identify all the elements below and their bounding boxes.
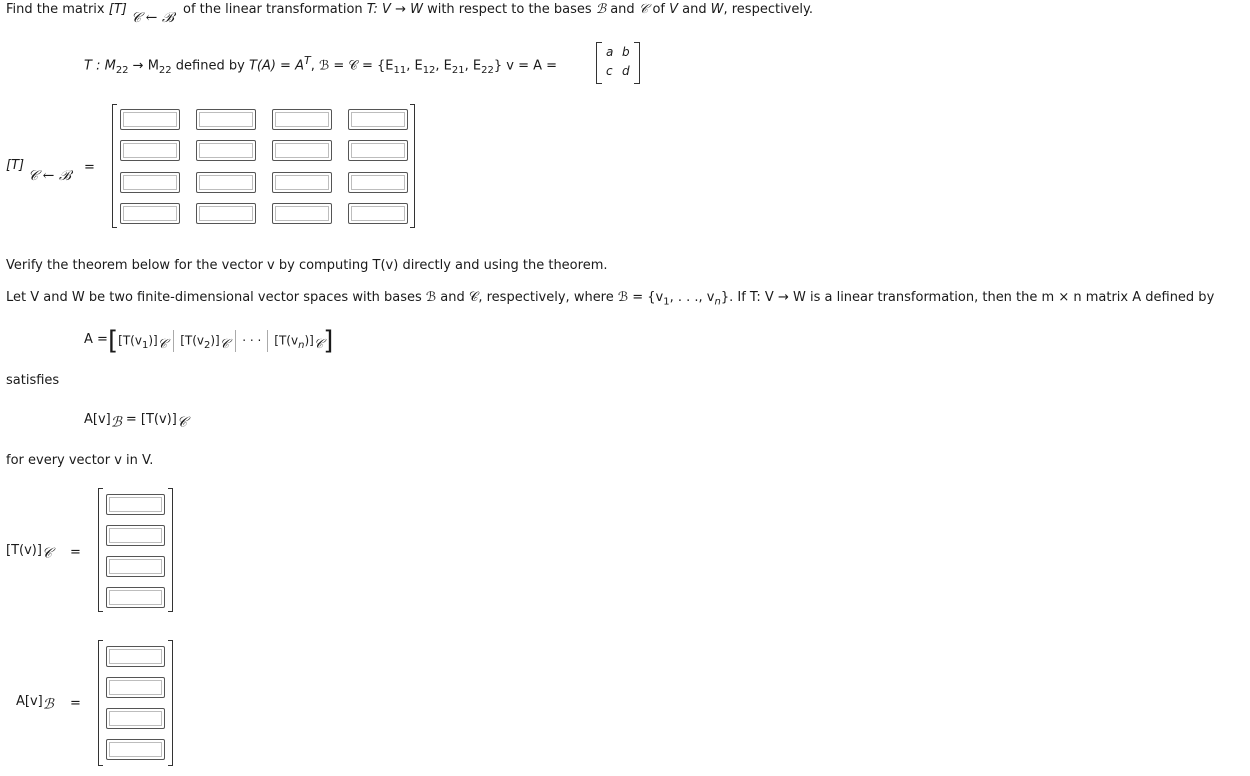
A-eq: A = [84,332,108,347]
coln-sub: n [298,339,305,351]
col1: [T(v [118,333,142,348]
Av: A[v] [84,412,111,427]
def-M-sub: 22 [115,64,129,76]
def-e11: 11 [393,64,407,76]
script-C: 𝒞 [638,2,649,17]
Tv-eq: = [70,545,81,560]
matrix-v-right-bracket [634,42,640,84]
coln-c-sub: 𝒞 [313,336,324,352]
matrix-v [596,42,640,82]
matrix-b: b [622,45,630,59]
def-bases: , ℬ = 𝒞 = {E [310,58,394,74]
Av-entry-2[interactable] [106,677,165,698]
T-matrix-T: [T] [6,158,25,173]
col1-end: )] [148,333,158,348]
col2-end: )] [210,333,220,348]
matrix-cell-2-4[interactable] [348,140,408,161]
satisfies: satisfies [6,373,60,388]
respectively: , respectively. [723,2,813,17]
matrix-cell-4-3[interactable] [272,203,332,224]
Av-entry-4[interactable] [106,739,165,760]
def-v-eq: v = A = [502,58,558,74]
matrix-cell-2-3[interactable] [272,140,332,161]
Tv-sub: 𝒞 [176,414,188,431]
coln: [T(v [274,333,299,348]
matrix-cell-1-4[interactable] [348,109,408,130]
theorem-text: Let V and W be two finite-dimensional vector spaces with bases ℬ and 𝒞, respectively, where ℬ = {v [6,290,664,305]
col1-sub: 1 [141,339,149,351]
Av-vector-left-bracket [98,640,103,766]
sub-C-from-B: 𝒞 ← ℬ [131,10,174,26]
Av-entry-3[interactable] [106,708,165,729]
for-every: for every vector v in V. [6,453,154,468]
Tv-entry-1[interactable] [106,494,165,515]
matrix-cell-1-2[interactable] [196,109,256,130]
A-definition-matrix [108,326,333,356]
A-bracket-right: ] [323,326,334,356]
A-bracket-left: [ [108,326,119,356]
matrix-cell-1-3[interactable] [272,109,332,130]
find-prefix: Find the matrix [6,2,105,17]
T-matrix-sub: 𝒞 ← ℬ [28,168,71,184]
matrix-cell-3-4[interactable] [348,172,408,193]
Tv-label [6,543,52,562]
def-e12: 12 [422,64,436,76]
T-matrix-label [6,158,24,173]
def-e22: 22 [481,64,494,76]
Tv-entry-2[interactable] [106,525,165,546]
Av-label-text: A[v] [16,694,43,709]
col2-c-sub: 𝒞 [219,336,230,352]
and-word-2: and [682,2,707,17]
Av-sub: ℬ [110,414,122,431]
answer-matrix-right-bracket [410,104,415,228]
def-defined-by: defined by [171,58,249,74]
theorem-subn: n [714,296,721,308]
and-word: and [610,2,635,17]
Tv-entry-3[interactable] [106,556,165,577]
def-sup-T: T [303,54,311,67]
problem-statement [6,2,127,17]
def-arrow: → M [128,58,159,74]
Av-vector-right-bracket [168,640,173,766]
suffix-a: of the linear transformation [183,2,363,17]
matrix-cell-4-1[interactable] [120,203,180,224]
W-symbol: W [710,2,724,17]
matrix-cell-2-1[interactable] [120,140,180,161]
dots: · · · [242,333,262,348]
matrix-cell-4-2[interactable] [196,203,256,224]
Tv-vector-right-bracket [168,488,173,612]
V-symbol: V [669,2,679,17]
problem-statement-rest [183,2,813,17]
T-symbol: [T] [108,2,127,17]
def-e21: 21 [451,64,465,76]
matrix-c: c [606,64,613,78]
coln-end: )] [304,333,314,348]
theorem-equation [84,412,187,431]
Av-label-sub: ℬ [42,696,54,713]
Tv-vector-left-bracket [98,488,103,612]
matrix-cell-3-1[interactable] [120,172,180,193]
matrix-a: a [606,45,614,59]
def-e21-pre: , E [435,58,452,74]
verify-text: Verify the theorem below for the vector v by computing T(v) directly and using the theorem. [6,258,608,273]
divider [235,330,236,352]
def-T: T : M [84,58,116,74]
matrix-cell-1-1[interactable] [120,109,180,130]
eq-Tv: = [T(v)] [121,412,177,427]
matrix-v-left-bracket [596,42,602,84]
divider [173,330,174,352]
theorem-mid: , . . ., v [669,290,715,305]
Av-eq: = [70,696,81,711]
theorem-sub1: 1 [663,296,670,308]
Av-label [16,694,54,713]
of-word: of [652,2,665,17]
suffix-c: with respect to the bases [427,2,592,17]
Tv-entry-4[interactable] [106,587,165,608]
theorem-after: }. If T: V → W is a linear transformation, then the m × n matrix A defined by [720,290,1215,305]
matrix-cell-3-3[interactable] [272,172,332,193]
def-M-sub2: 22 [158,64,172,76]
matrix-d: d [622,64,630,78]
T-matrix-eq: = [84,160,95,175]
matrix-cell-2-2[interactable] [196,140,256,161]
answer-matrix-left-bracket [112,104,117,228]
T-map: T: V → W [366,2,423,17]
col2: [T(v [180,333,204,348]
divider [267,330,268,352]
theorem-line [6,290,1214,308]
def-e22-pre: , E [464,58,482,74]
col2-sub: 2 [203,339,211,351]
Av-entry-1[interactable] [106,646,165,667]
matrix-cell-3-2[interactable] [196,172,256,193]
def-e12-pre: , E [406,58,423,74]
script-B: ℬ [595,2,607,17]
matrix-cell-4-4[interactable] [348,203,408,224]
Tv-label-text: [T(v)] [6,543,42,558]
col1-c-sub: 𝒞 [157,336,168,352]
def-TA: T(A) = A [248,58,304,74]
def-close: } [493,58,503,74]
Tv-label-sub: 𝒞 [41,545,53,562]
definition-line [84,54,557,76]
